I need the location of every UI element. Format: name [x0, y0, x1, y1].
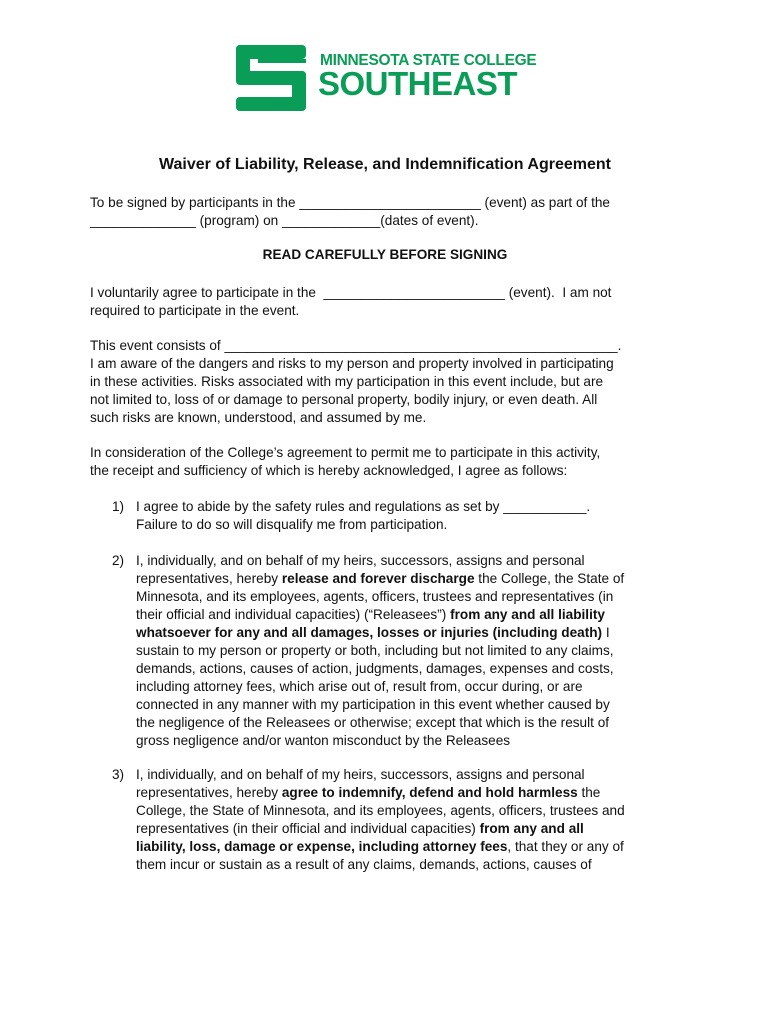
list-item-line: gross negligence and/or wanton misconduct by the Releasees: [136, 733, 511, 748]
list-item-line: I, individually, and on behalf of my heirs, successors, assigns and personal: [136, 553, 585, 568]
college-logo-mark-icon: [236, 45, 306, 111]
list-item-line: them incur or sustain as a result of any claims, demands, actions, causes of: [136, 857, 592, 872]
list-item-line: connected in any manner with my participation in this event whether caused by: [136, 697, 610, 712]
list-item-line: sustain to my person or property or both, including but not limited to any claims,: [136, 643, 614, 658]
list-item-line: their official and individual capacities) (“Releasees”) from any and all liability: [136, 607, 605, 622]
paragraph-line: This event consists of ____________________________________________________.: [90, 338, 622, 353]
logo-college-name: MINNESOTA STATE COLLEGE: [320, 52, 537, 69]
paragraph-line: I voluntarily agree to participate in the ________________________ (event). I am not: [90, 285, 612, 300]
paragraph-line: I am aware of the dangers and risks to my person and property involved in participating: [90, 356, 614, 371]
list-item-line: representatives, hereby agree to indemnify, defend and hold harmless the: [136, 785, 601, 800]
document-title: Waiver of Liability, Release, and Indemnification Agreement: [159, 156, 611, 173]
paragraph-line: the receipt and sufficiency of which is hereby acknowledged, I agree as follows:: [90, 463, 568, 478]
intro-paragraph: [90, 194, 690, 230]
consideration-paragraph: [90, 444, 690, 480]
list-item-line: demands, actions, causes of action, judgments, damages, expenses and costs,: [136, 661, 614, 676]
list-item-line: I, individually, and on behalf of my heirs, successors, assigns and personal: [136, 767, 585, 782]
list-item-line: Minnesota, and its employees, agents, officers, trustees and representatives (in: [136, 589, 614, 604]
paragraph-line: In consideration of the College’s agreement to permit me to participate in this activity,: [90, 445, 601, 460]
list-item-line: including attorney fees, which arise out of, result from, occur during, or are: [136, 679, 583, 694]
intro-line: ______________ (program) on _____________(dates of event).: [90, 213, 479, 228]
list-number: 1): [112, 499, 125, 514]
college-logo: [236, 45, 537, 111]
list-item-line: the negligence of the Releasees or otherwise; except that which is the result of: [136, 715, 610, 730]
participation-paragraph: [90, 284, 690, 320]
list-item-line: representatives, hereby release and forever discharge the College, the State of: [136, 571, 625, 586]
paragraph-line: not limited to, loss of or damage to personal property, bodily injury, or even death. All: [90, 392, 598, 407]
list-number: 3): [112, 767, 125, 782]
list-item-line: College, the State of Minnesota, and its employees, agents, officers, trustees and: [136, 803, 625, 818]
paragraph-line: such risks are known, understood, and assumed by me.: [90, 410, 427, 425]
list-item-line: liability, loss, damage or expense, including attorney fees, that they or any of: [136, 839, 624, 854]
list-item-line: I agree to abide by the safety rules and regulations as set by ___________.: [136, 499, 591, 514]
logo-southeast: SOUTHEAST: [318, 65, 518, 102]
paragraph-line: in these activities. Risks associated with my participation in this event include, but are: [90, 374, 604, 389]
list-item-line: whatsoever for any and all damages, losses or injuries (including death) I: [136, 625, 610, 640]
list-number: 2): [112, 553, 125, 568]
list-item-line: representatives (in their official and individual capacities) from any and all: [136, 821, 584, 836]
list-item-line: Failure to do so will disqualify me from participation.: [136, 517, 448, 532]
intro-line: To be signed by participants in the ________________________ (event) as part of the: [90, 195, 610, 210]
paragraph-line: required to participate in the event.: [90, 303, 300, 318]
read-carefully-heading: READ CAREFULLY BEFORE SIGNING: [262, 247, 508, 262]
risks-paragraph: [90, 337, 690, 427]
